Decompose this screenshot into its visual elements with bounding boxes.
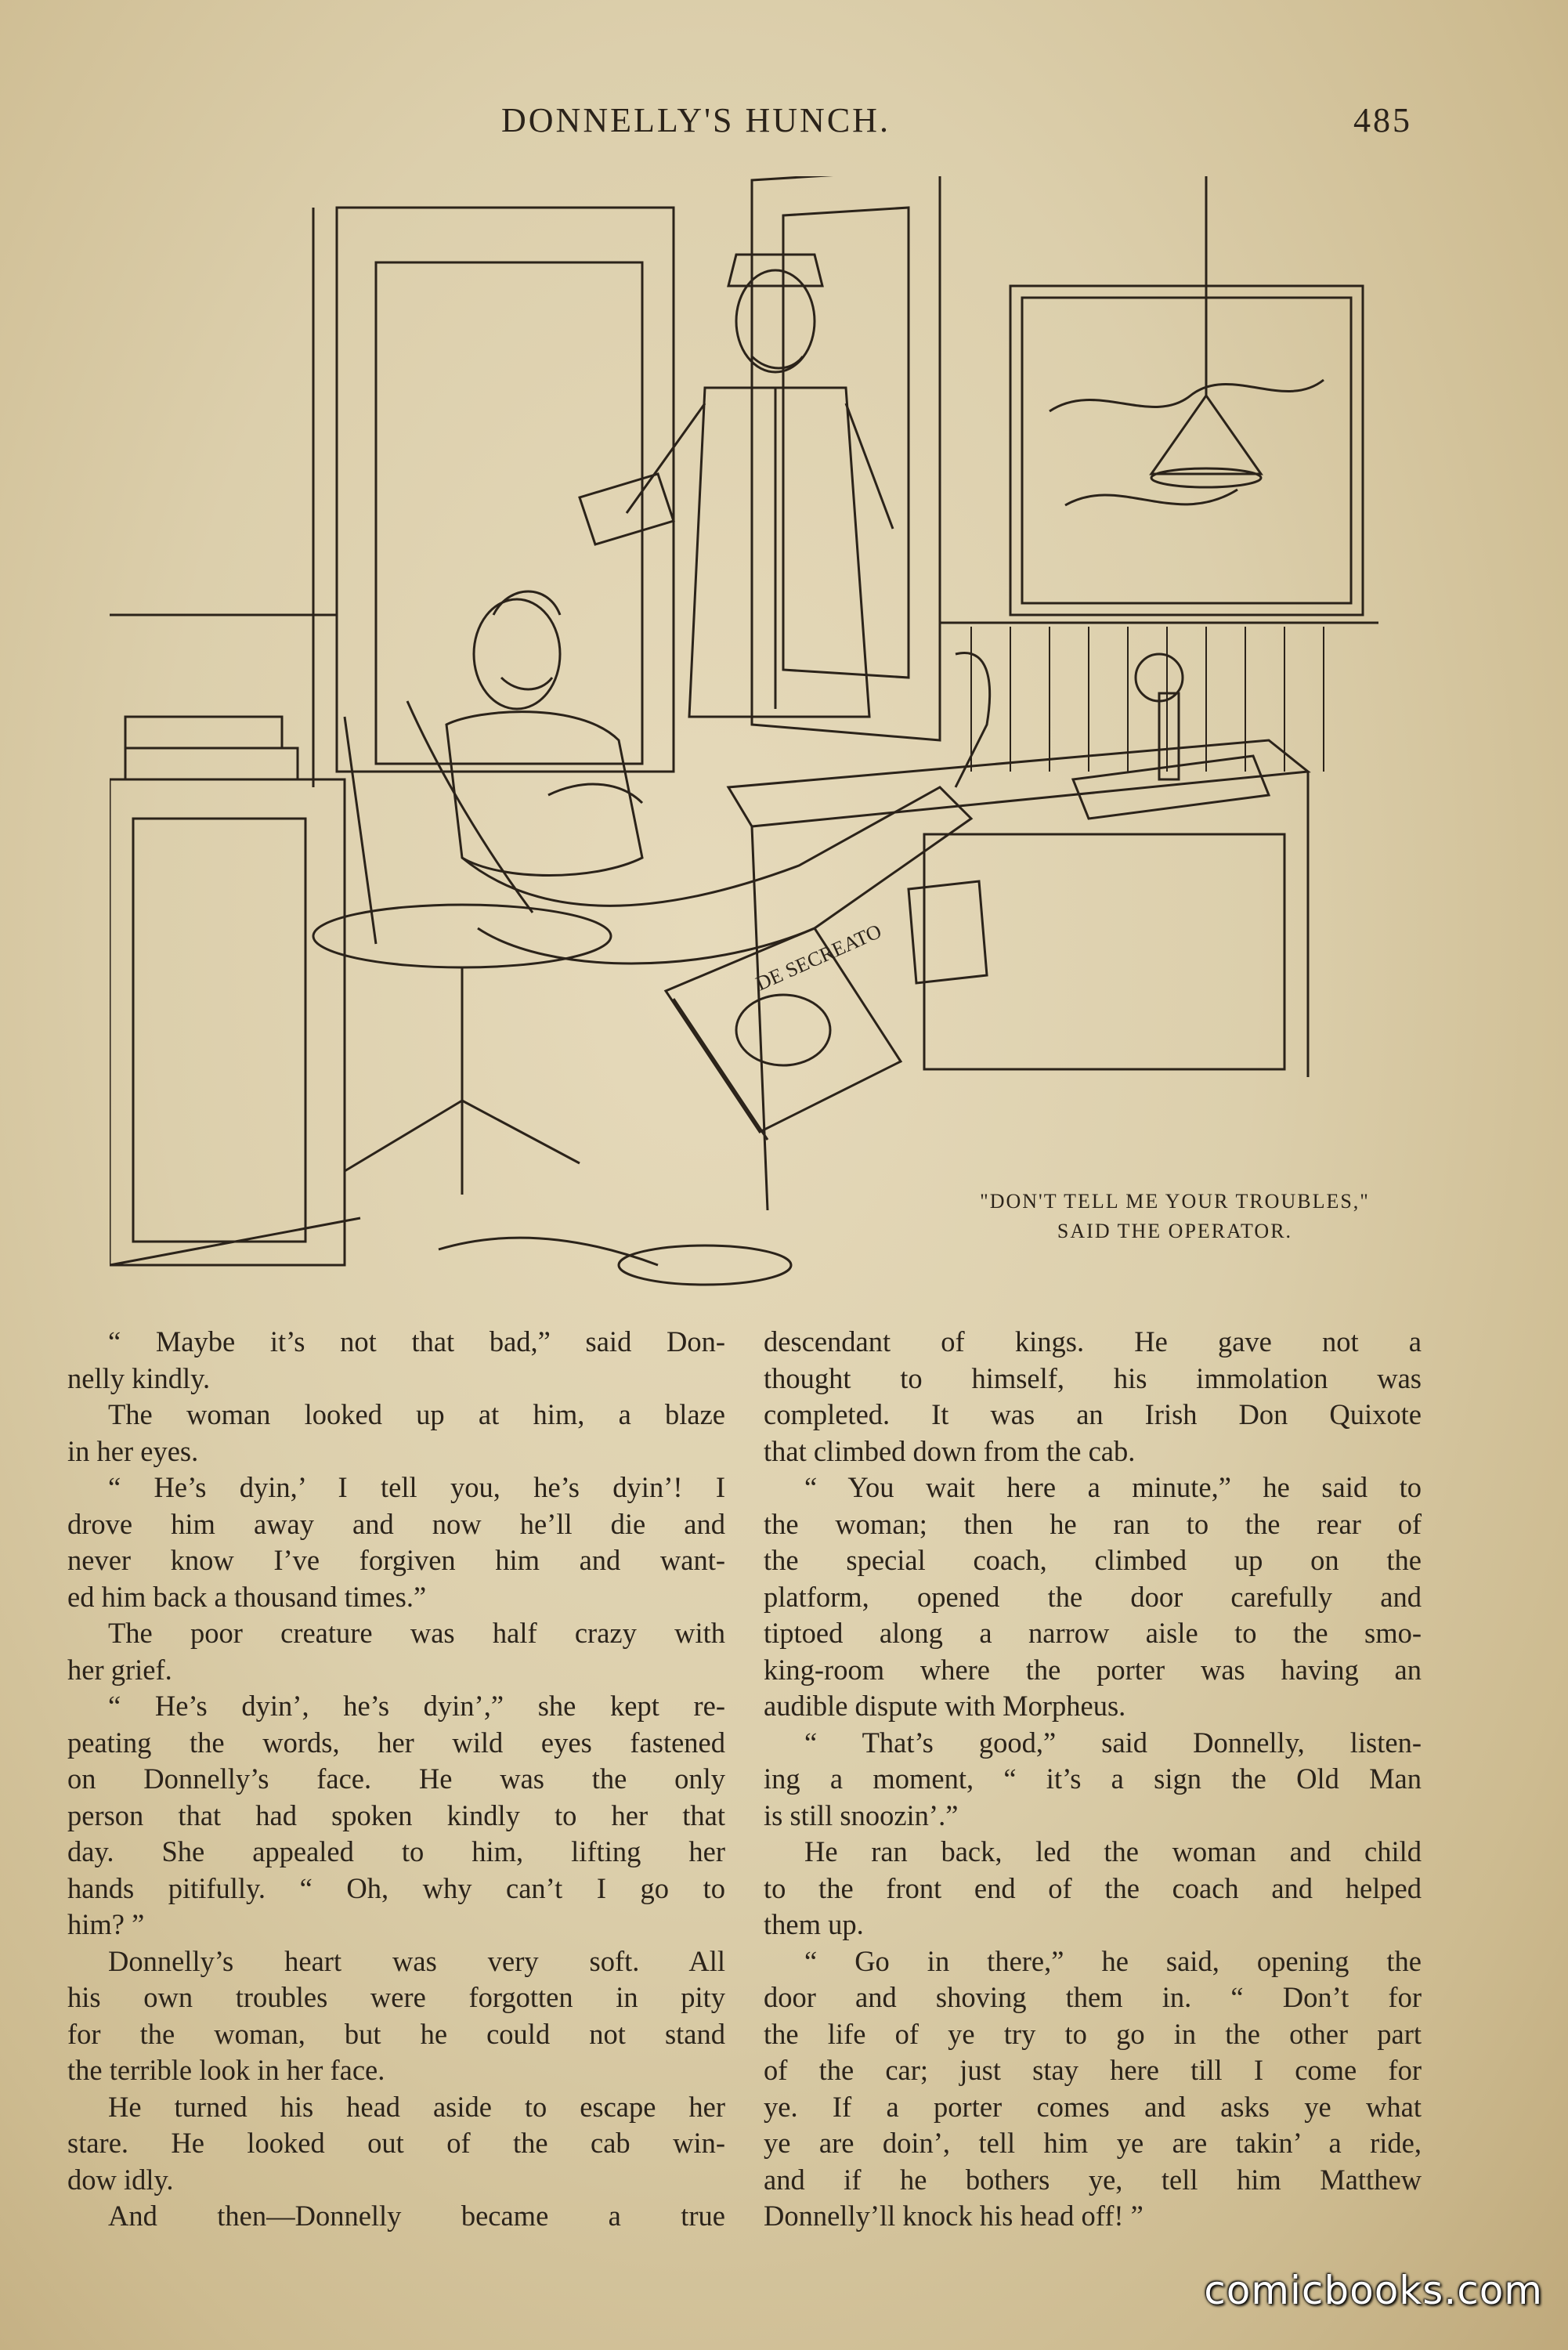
text-line: the woman; then he ran to the rear of	[764, 1507, 1422, 1540]
text-line: “ Maybe it’s not that bad,” said Don-	[108, 1325, 725, 1358]
text-line: that climbed down from the cab.	[764, 1434, 1136, 1467]
text-line: He turned his head aside to escape her	[108, 2090, 725, 2123]
text-line: them up.	[764, 1908, 864, 1940]
text-line: king-room where the porter was having an	[764, 1653, 1422, 1686]
text-line: day. She appealed to him, lifting her	[67, 1835, 725, 1867]
text-line: nelly kindly.	[67, 1361, 211, 1394]
text-line: the life of ye try to go in the other part	[764, 2017, 1422, 2050]
text-line: audible dispute with Morpheus.	[764, 1690, 1126, 1722]
text-line: The poor creature was half crazy with	[108, 1617, 725, 1649]
text-line: of the car; just stay here till I come for	[764, 2054, 1422, 2086]
text-line: “ Go in there,” he said, opening the	[804, 1944, 1422, 1977]
text-line: for the woman, but he could not stand	[67, 2017, 725, 2050]
text-line: ye are doin’, tell him ye are takin’ a ride,	[764, 2127, 1422, 2159]
watermark: comicbooks.com	[1204, 2268, 1543, 2313]
text-line: “ He’s dyin’, he’s dyin’,” she kept re-	[108, 1690, 725, 1722]
text-line: tiptoed along a narrow aisle to the smo-	[764, 1617, 1422, 1649]
text-line: to the front end of the coach and helped	[764, 1871, 1422, 1904]
caption-line: "DON'T TELL ME YOUR TROUBLES,"	[980, 1190, 1370, 1213]
text-line: hands pitifully. “ Oh, why can’t I go to	[67, 1871, 725, 1904]
text-line: on Donnelly’s face. He was the only	[67, 1762, 725, 1795]
text-line: door and shoving them in. “ Don’t for	[764, 1981, 1422, 2013]
text-line: peating the words, her wild eyes fastened	[67, 1726, 725, 1759]
text-line: He ran back, led the woman and child	[804, 1835, 1422, 1867]
illustration-caption	[909, 1187, 1441, 1246]
running-title: DONNELLY'S HUNCH.	[501, 101, 891, 139]
book-cover-text: DE SECREATO	[752, 919, 885, 996]
text-line: Donnelly’s heart was very soft. All	[108, 1944, 725, 1977]
text-line: ing a moment, “ it’s a sign the Old Man	[764, 1762, 1422, 1795]
text-line: “ You wait here a minute,” he said to	[804, 1471, 1422, 1503]
text-line: “ He’s dyin,’ I tell you, he’s dyin’! I	[108, 1471, 725, 1503]
text-line: her grief.	[67, 1653, 172, 1686]
text-line: stare. He looked out of the cab win-	[67, 2127, 725, 2159]
text-line: is still snoozin’.”	[764, 1799, 959, 1831]
text-line: him? ”	[67, 1908, 145, 1940]
text-line: never know I’ve forgiven him and want-	[67, 1544, 725, 1576]
text-line: And then—Donnelly became a true	[108, 2200, 725, 2232]
text-line: his own troubles were forgotten in pity	[67, 1981, 725, 2013]
text-column-right	[764, 1324, 1422, 2235]
text-line: person that had spoken kindly to her that	[67, 1799, 725, 1831]
text-line: Donnelly’ll knock his head off! ”	[764, 2200, 1143, 2232]
text-line: ed him back a thousand times.”	[67, 1580, 427, 1613]
running-head	[0, 100, 1568, 147]
text-line: dow idly.	[67, 2163, 174, 2196]
caption-line: SAID THE OPERATOR.	[1057, 1220, 1293, 1242]
text-line: The woman looked up at him, a blaze	[108, 1398, 725, 1430]
text-line: platform, opened the door carefully and	[764, 1580, 1422, 1613]
illustration	[110, 176, 1465, 1289]
text-line: drove him away and now he’ll die and	[67, 1507, 725, 1540]
text-line: in her eyes.	[67, 1434, 199, 1467]
text-line: the terrible look in her face.	[67, 2054, 385, 2086]
page-number: 485	[1353, 101, 1412, 139]
text-line: descendant of kings. He gave not a	[764, 1325, 1422, 1358]
text-line: thought to himself, his immolation was	[764, 1361, 1422, 1394]
text-line: completed. It was an Irish Don Quixote	[764, 1398, 1422, 1430]
text-line: ye. If a porter comes and asks ye what	[764, 2090, 1422, 2123]
text-line: the special coach, climbed up on the	[764, 1544, 1422, 1576]
text-line: “ That’s good,” said Donnelly, listen-	[804, 1726, 1422, 1759]
text-line: and if he bothers ye, tell him Matthew	[764, 2163, 1422, 2196]
text-column-left	[67, 1324, 725, 2235]
